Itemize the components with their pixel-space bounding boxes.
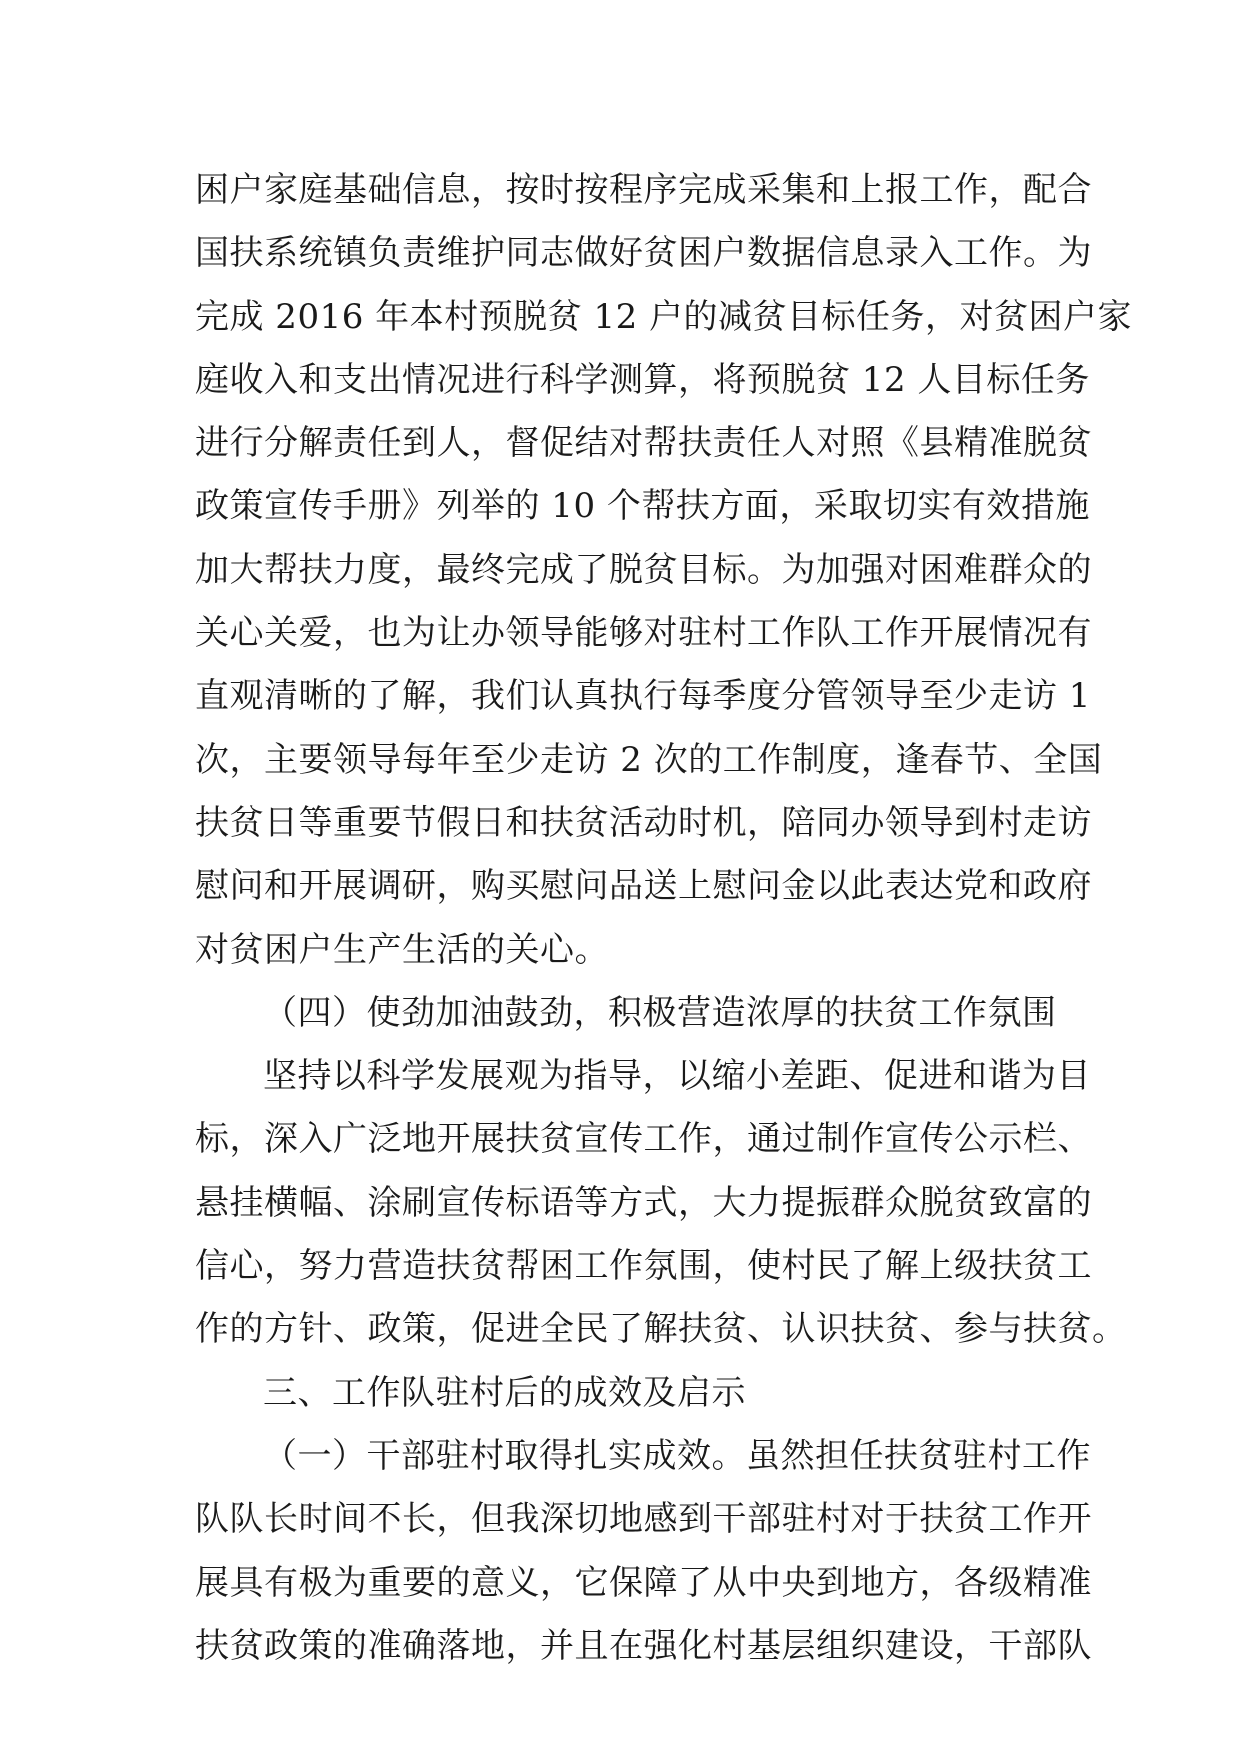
text-line: （一）干部驻村取得扎实成效。虽然担任扶贫驻村工作 bbox=[263, 1435, 1091, 1476]
text-line: 直观清晰的了解，我们认真执行每季度分管领导至少走访 1 bbox=[195, 676, 1091, 717]
document-body bbox=[195, 159, 1133, 1678]
text-line: 作的方针、政策，促进全民了解扶贫、认识扶贫、参与扶贫。 bbox=[195, 1309, 1127, 1350]
text-line: 悬挂横幅、涂刷宣传标语等方式，大力提振群众脱贫致富的 bbox=[195, 1182, 1092, 1223]
text-line: 扶贫政策的准确落地，并且在强化村基层组织建设，干部队 bbox=[195, 1625, 1092, 1666]
text-line: 国扶系统镇负责维护同志做好贫困户数据信息录入工作。为 bbox=[195, 233, 1092, 274]
section-heading: （四）使劲加油鼓劲，积极营造浓厚的扶贫工作氛围 bbox=[263, 992, 1057, 1033]
text-line: 队队长时间不长，但我深切地感到干部驻村对于扶贫工作开 bbox=[195, 1499, 1092, 1540]
text-line: 加大帮扶力度，最终完成了脱贫目标。为加强对困难群众的 bbox=[195, 549, 1092, 590]
text-line: 标，深入广泛地开展扶贫宣传工作，通过制作宣传公示栏、 bbox=[195, 1119, 1092, 1160]
text-line: 对贫困户生产生活的关心。 bbox=[195, 929, 609, 970]
text-line: 坚持以科学发展观为指导，以缩小差距、促进和谐为目 bbox=[263, 1056, 1091, 1097]
text-line: 次，主要领导每年至少走访 2 次的工作制度，逢春节、全国 bbox=[195, 739, 1103, 780]
text-line: 完成 2016 年本村预脱贫 12 户的减贫目标任务，对贫困户家 bbox=[195, 296, 1133, 337]
text-line: 进行分解责任到人，督促结对帮扶责任人对照《县精准脱贫 bbox=[195, 423, 1092, 464]
text-line: 展具有极为重要的意义，它保障了从中央到地方，各级精准 bbox=[195, 1562, 1092, 1603]
text-line: 政策宣传手册》列举的 10 个帮扶方面，采取切实有效措施 bbox=[195, 486, 1090, 527]
text-line: 慰问和开展调研，购买慰问品送上慰问金以此表达党和政府 bbox=[195, 866, 1092, 907]
text-line: 庭收入和支出情况进行科学测算，将预脱贫 12 人目标任务 bbox=[195, 359, 1090, 400]
text-line: 关心关爱，也为让办领导能够对驻村工作队工作开展情况有 bbox=[195, 613, 1092, 654]
text-line: 困户家庭基础信息，按时按程序完成采集和上报工作，配合 bbox=[195, 170, 1092, 210]
section-heading: 三、工作队驻村后的成效及启示 bbox=[263, 1372, 746, 1413]
text-line: 信心，努力营造扶贫帮困工作氛围，使村民了解上级扶贫工 bbox=[195, 1246, 1092, 1287]
text-line: 扶贫日等重要节假日和扶贫活动时机，陪同办领导到村走访 bbox=[195, 802, 1092, 843]
